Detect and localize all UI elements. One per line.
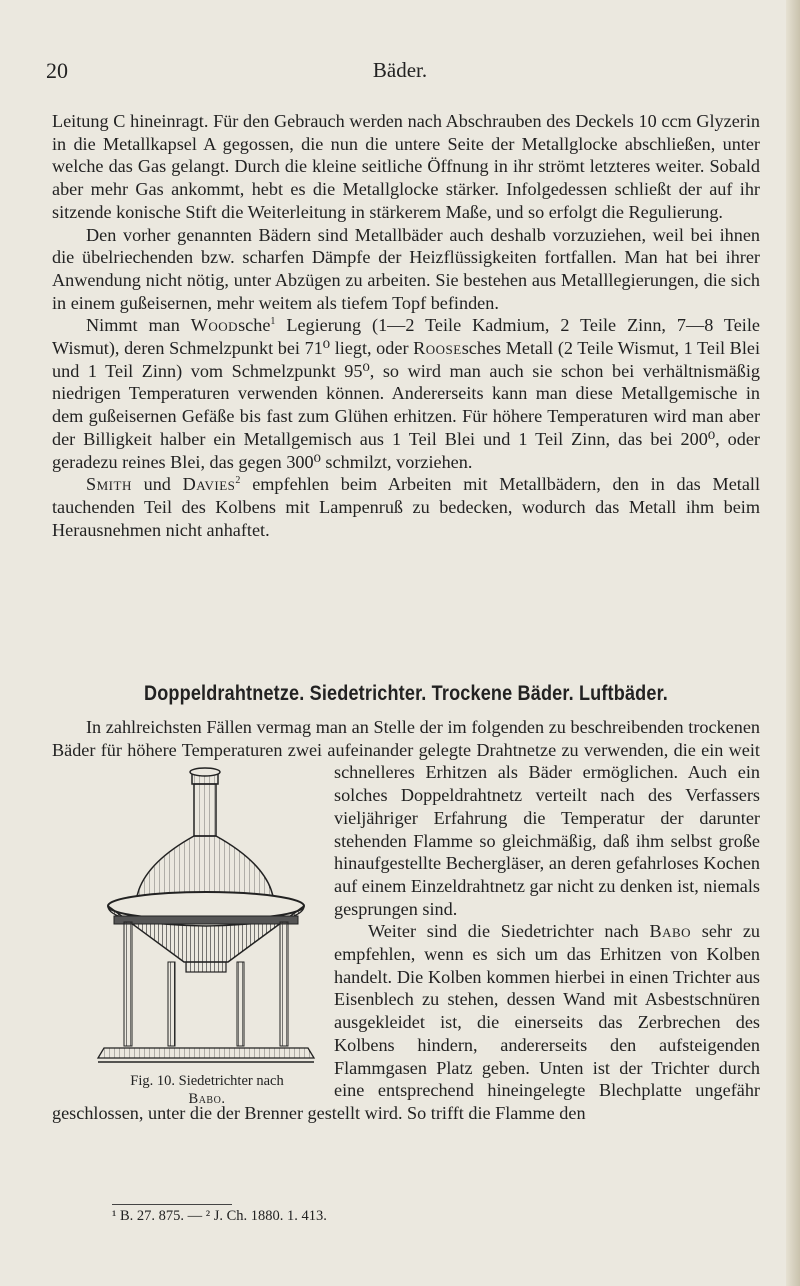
- footnote-divider: [112, 1204, 232, 1205]
- section-body: [52, 716, 760, 1125]
- footnotes: ¹ B. 27. 875. — ² J. Ch. 1880. 1. 413.: [112, 1208, 327, 1224]
- figure-caption-line: Fig. 10. Siedetrichter nach: [130, 1073, 284, 1089]
- author-name-davies: Davies: [182, 474, 236, 495]
- paragraph-1: Leitung C hineinragt. Für den Gebrauch werden nach Abschrauben des Deckels 10 ccm Glyzerin in die Metallkapsel A gegossen, die nun die untere Seite der Metallglocke abschließen, unter welche das Gas gelangt. Durch die kleine seitliche Öffnung in ihr strömt letzteres weiter. Sobald aber mehr Gas ankommt, hebt es die Metallglocke stärker. Infolgedessen schließt der auf ihr sitzende konische Stift die Weiterleitung in stärkerem Maße, und so erfolgt die Regulierung.: [52, 111, 760, 222]
- text-span: und: [131, 474, 183, 495]
- figure: [52, 716, 320, 1107]
- page-edge-shadow: [786, 0, 800, 1286]
- text-span: Nimmt man: [86, 315, 191, 336]
- author-name-roose: Roose: [413, 338, 462, 359]
- figure-caption-author: Babo.: [188, 1091, 226, 1107]
- page-number: 20: [46, 58, 68, 83]
- page-header: [0, 58, 800, 88]
- text-span: Weiter sind die Siedetrichter nach: [368, 921, 650, 942]
- running-title: Bäder.: [372, 58, 428, 82]
- paragraph-2: Den vorher genannten Bädern sind Metallbäder auch deshalb vorzuziehen, weil bei ihnen die übelriechenden bzw. scharfen Dämpfe der Heizflüssigkeiten fortfallen. Man hat bei ihrer Anwendung nicht nötig, unter Abzügen zu arbeiten. Sie bestehen aus Metalllegierungen, die sich in einem gußeisernen, mehr weitem als tiefem Topf befinden.: [52, 224, 760, 313]
- siedetrichter-illustration: [94, 766, 318, 1066]
- paragraph-3: [52, 314, 760, 473]
- text-span: sehr zu empfehlen, wenn es sich um das Erhitzen von Kolben handelt. Die Kolben kommen hierbei in einen Trichter aus Eisenblech zu stehen, dessen Wand mit Asbestschnüren ausgekleidet ist, die einerseits das Zerbrechen des Kolbens hindern, andererseits den aufsteigenden Flammgasen Platz geben. Unten ist der Trichter durch eine entsprechend hineingelegte Blechplatte ungefähr geschlossen, unter die der Brenner gestellt wird. So trifft die Flamme den: [52, 921, 760, 1123]
- author-name-babo: Babo: [649, 921, 692, 942]
- text-span: Legierung (1—2 Teile Kadmium, 2 Teile Zinn, 7—8 Teile Wismut), deren Schmelzpunkt bei 71⁰ liegt, oder: [52, 315, 760, 359]
- author-name-smith: Smith: [86, 474, 132, 495]
- section-paragraph-1: In zahlreichsten Fällen vermag man an Stelle der im folgenden zu beschreibenden trockenen Bäder für höhere Temperaturen zwei aufeinander gelegte Drahtnetze zu verwenden, die ein weit schnelleres Erhitzen als Bäder ermöglichen. Auch ein solches Doppeldrahtnetz verteilt nach des Verfassers vieljähriger Erfahrung die Temperatur der darunter stehenden Flamme so gleichmäßig, daß ihm selbst große hinaufgestellte Bechergläser, an deren gefahrloses Kochen auf einem Einzeldrahtnetz gar nicht zu denken ist, niemals gesprungen sind.: [52, 717, 760, 919]
- body-text: [52, 110, 760, 541]
- section-heading: Doppeldrahtnetze. Siedetrichter. Trockene Bäder. Luftbäder.: [143, 682, 668, 705]
- figure-caption: [92, 1072, 322, 1108]
- paragraph-4: [52, 473, 760, 541]
- author-name-wood: Wood: [190, 315, 239, 336]
- footnote-ref-2: 2: [235, 475, 241, 487]
- text-span: sches Metall (2 Teile Wismut, 1 Teil Blei und 1 Teil Zinn) vom Schmelzpunkt 95⁰, so wird man auch sie schon bei verhältnismäßig niedrigen Temperaturen verwenden können. Andererseits kann man diese Metallgemische in dem gußeisernen Gefäße bis fast zum Glühen erhitzen. Für höhere Temperaturen wird man aber der Billigkeit halber ein Metallgemisch aus 1 Teil Blei und 1 Teil Zinn, das bei 200⁰, oder geradezu reines Blei, das gegen 300⁰ schmilzt, vorziehen.: [52, 338, 760, 472]
- text-span: empfehlen beim Arbeiten mit Metallbädern, den in das Metall tauchenden Teil des Kolbens mit Lampenruß zu bedecken, wodurch das Metall ihm beim Herausnehmen nicht anhaftet.: [52, 474, 760, 540]
- text-span: sche: [238, 315, 271, 336]
- footnote-ref-1: 1: [270, 316, 276, 328]
